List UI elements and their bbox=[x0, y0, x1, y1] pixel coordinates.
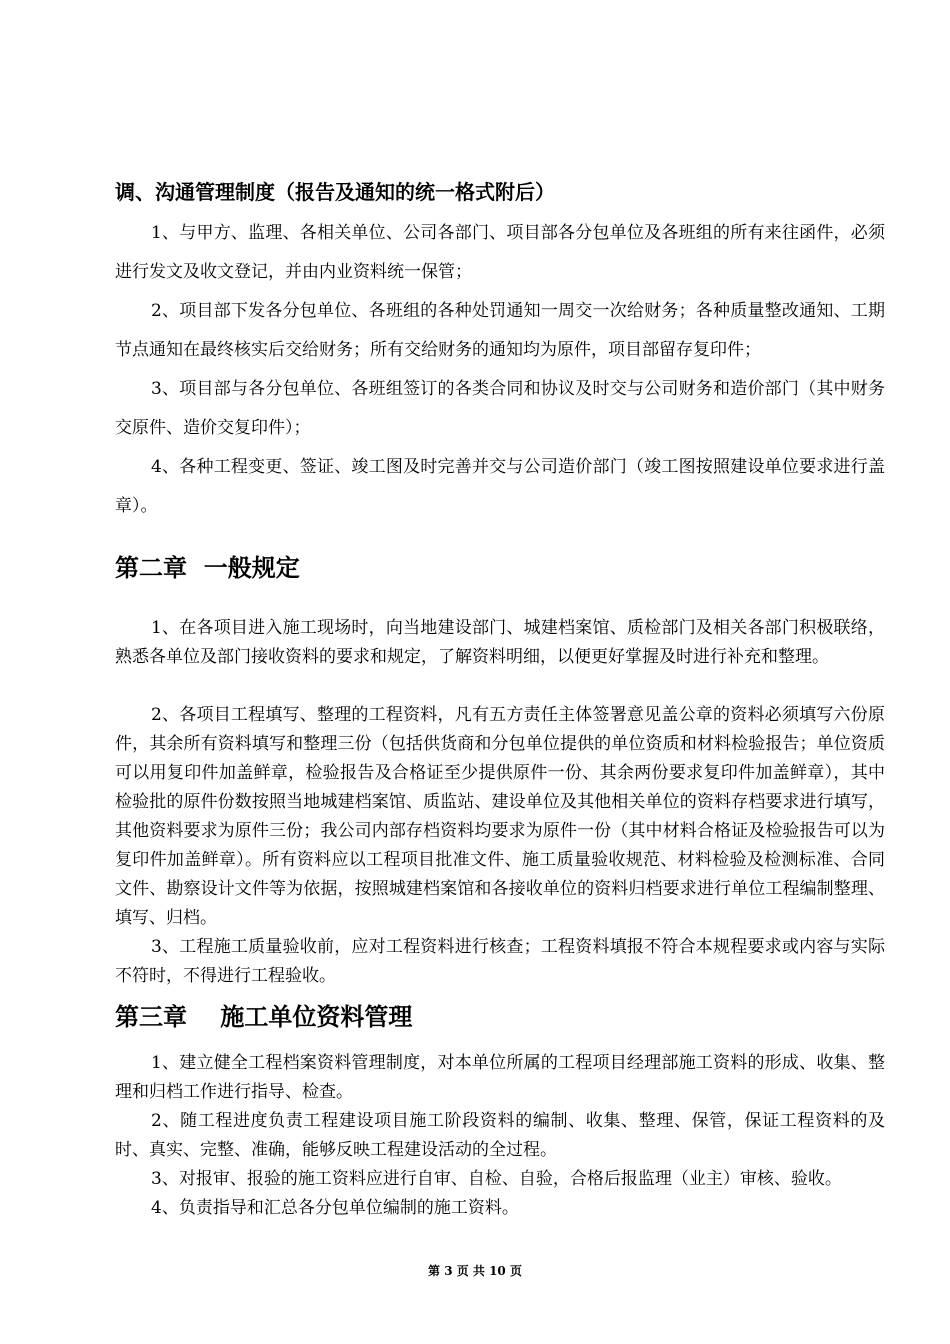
paragraph: 2、各项目工程填写、整理的工程资料，凡有五方责任主体签署意见盖公章的资料必须填写六份原件，其余所有资料填写和整理三份（包括供货商和分包单位提供的单位资质和材料检验报告；单位资质可以用复印件加盖鲜章，检验报告及合格证至少提供原件一份、其余两份要求复印件加盖鲜章），其中检验批的原件份数按照当地城建档案馆、质监站、建设单位及其他相关单位的资料存档要求进行填写，其他资料要求为原件三份；我公司内部存档资料均要求为原件一份（其中材料合格证及检验报告可以为复印件加盖鲜章）。所有资料应以工程项目批准文件、施工质量验收规范、材料检验及检测标准、合同文件、勘察设计文件等为依据，按照城建档案馆和各接收单位的资料归档要求进行单位工程编制整理、填写、归档。 bbox=[115, 705, 885, 928]
paragraph: 2、随工程进度负责工程建设项目施工阶段资料的编制、收集、整理、保管，保证工程资料的及时、真实、完整、准确，能够反映工程建设活动的全过程。 bbox=[115, 1111, 885, 1160]
paragraph: 1、建立健全工程档案资料管理制度，对本单位所属的工程项目经理部施工资料的形成、收集、整理和归档工作进行指导、检查。 bbox=[115, 1053, 885, 1102]
chapter-heading: 第二章 一般规定 bbox=[115, 554, 300, 582]
paragraph: 4、负责指导和汇总各分包单位编制的施工资料。 bbox=[151, 1198, 519, 1218]
paragraph: 2、项目部下发各分包单位、各班组的各种处罚通知一周交一次给财务；各种质量整改通知、工期节点通知在最终核实后交给财务；所有交给财务的通知均为原件，项目部留存复印件； bbox=[115, 301, 885, 360]
page-number: 第 3 页 共 10 页 bbox=[428, 1264, 522, 1278]
paragraph: 1、与甲方、监理、各相关单位、公司各部门、项目部各分包单位及各班组的所有来往函件，必须进行发文及收文登记，并由内业资料统一保管； bbox=[115, 223, 885, 282]
section-heading: 调、沟通管理制度（报告及通知的统一格式附后） bbox=[115, 180, 555, 204]
paragraph: 4、各种工程变更、签证、竣工图及时完善并交与公司造价部门（竣工图按照建设单位要求进行盖章）。 bbox=[115, 457, 885, 516]
paragraph: 3、对报审、报验的施工资料应进行自审、自检、自验，合格后报监理（业主）审核、验收。 bbox=[151, 1169, 842, 1189]
paragraph: 3、项目部与各分包单位、各班组签订的各类合同和协议及时交与公司财务和造价部门（其中财务交原件、造价交复印件）； bbox=[115, 379, 885, 438]
chapter-heading: 第三章 施工单位资料管理 bbox=[115, 1003, 413, 1031]
paragraph: 1、在各项目进入施工现场时，向当地建设部门、城建档案馆、质检部门及相关各部门积极联络，熟悉各单位及部门接收资料的要求和规定，了解资料明细，以便更好掌握及时进行补充和整理。 bbox=[115, 618, 885, 667]
paragraph: 3、工程施工质量验收前，应对工程资料进行核查；工程资料填报不符合本规程要求或内容与实际不符时，不得进行工程验收。 bbox=[115, 937, 885, 986]
